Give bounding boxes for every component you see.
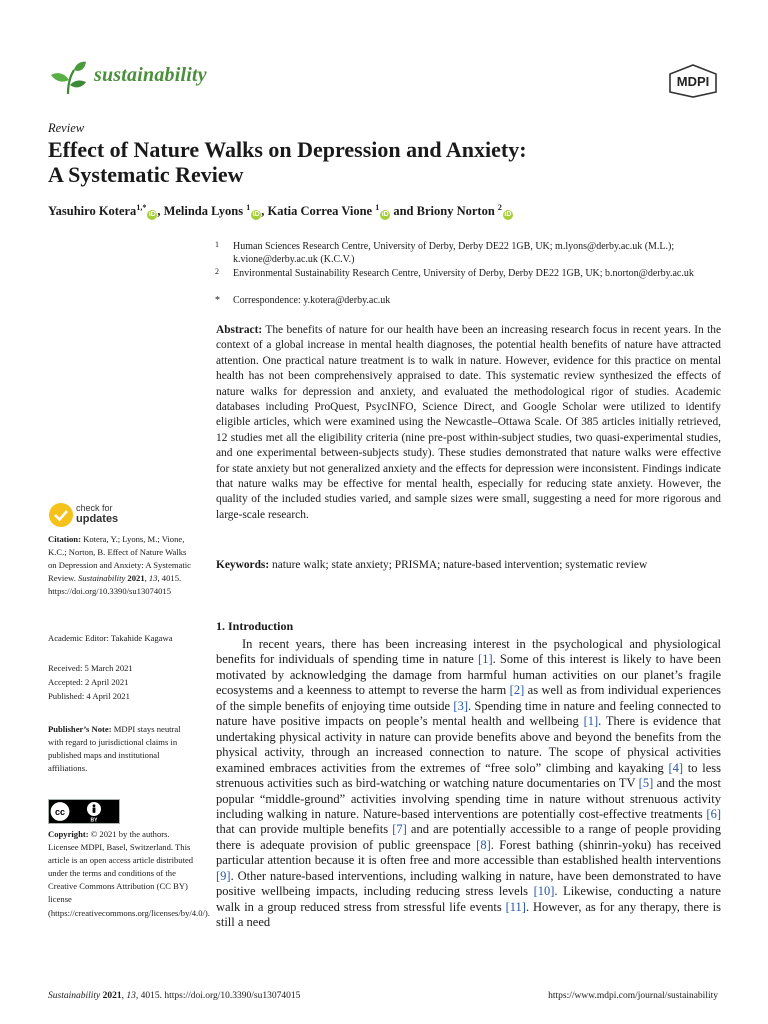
reference-link[interactable]: [1] xyxy=(583,714,599,729)
citation-pages: , 4015. xyxy=(157,573,182,584)
title-line-2: A Systematic Review xyxy=(48,162,244,187)
author-list: Yasuhiro Kotera$^{1,*}$iD , Melinda Lyons $^1$iD , Katia Correa Vione $^1$iD and Briony Norton $^2$iD xyxy=(48,202,512,218)
abstract xyxy=(216,323,721,523)
orcid-icon[interactable]: iD xyxy=(504,211,512,218)
abstract-label: Abstract: xyxy=(216,324,263,336)
mdpi-logo-icon xyxy=(668,64,718,98)
check-for-updates-icon xyxy=(48,502,74,528)
body-text: to less strenuous activities such as bird-watching or watching nature documentaries on TV xyxy=(216,760,721,791)
citation-label: Citation: xyxy=(48,534,81,544)
affiliation-number: 1 xyxy=(215,240,219,249)
publisher-note-label: Publisher’s Note: xyxy=(48,724,112,734)
reference-link[interactable]: [6] xyxy=(706,806,721,821)
citation-text: Kotera, Y.; Lyons, M.; Vione, K.C.; Norton, B. Effect of Nature Walks on Depression and Anxiety: A Systematic Review. xyxy=(48,534,191,584)
citation-volume: 13 xyxy=(148,573,158,584)
academic-editor: Academic Editor: Takahide Kagawa xyxy=(48,633,173,643)
cc-by-license-icon[interactable] xyxy=(48,799,120,824)
citation-journal: Sustainability xyxy=(78,573,126,584)
citation-year: 2021 xyxy=(127,573,145,584)
published-date: Published: 4 April 2021 xyxy=(48,691,130,701)
body-text: and the most popular “middle-ground” activities involving spending time in nature without strenuous activity including walking in nature. Nature-based interventions are potentially cost-effective treatments xyxy=(216,776,721,821)
citation-block: Citation: Kotera, Y.; Lyons, M.; Vione, K.C.; Norton, B. Effect of Nature Walks on Depression and Anxiety: A Systematic Review. Sustainability 2021, 13, 4015. https://doi.org/10.3390/su13074015 xyxy=(48,534,191,597)
body-text: as well as from individual experiences of the simple benefits of enjoying time outside xyxy=(216,683,721,713)
affiliation-2 xyxy=(216,267,726,280)
publisher-name: MDPI xyxy=(676,74,710,89)
author-separator: and xyxy=(393,204,414,218)
orcid-icon[interactable]: iD xyxy=(148,211,156,218)
reference-link[interactable]: [1] xyxy=(478,652,493,667)
body-text: that can provide multiple benefits xyxy=(216,822,393,837)
body-text: . However, as for any therapy, there is still a need xyxy=(216,899,721,930)
article-type: Review xyxy=(48,121,85,135)
footer-volume: 13 xyxy=(126,991,136,1001)
correspondence-text: Correspondence: y.kotera@derby.ac.uk xyxy=(233,295,391,306)
cc-by-label: BY xyxy=(90,817,98,824)
title-line-1: Effect of Nature Walks on Depression and Anxiety: xyxy=(48,137,527,162)
reference-link[interactable]: [7] xyxy=(392,822,407,837)
author-affiliation-mark: 2 xyxy=(497,202,502,212)
reference-link[interactable]: [11] xyxy=(505,899,526,914)
body-text: In recent years, there has been increasing interest in the psychological and physiological benefits for individuals of spending time in nature xyxy=(216,637,721,667)
correspondence xyxy=(216,294,726,307)
intro-paragraph xyxy=(216,637,721,931)
abstract-text: The benefits of nature for our health have been an increasing research focus in recent years. In the context of a global increase in mental health diagnoses, the potential health benefits of nature have attracted attention. One practical nature treatment is to walk in nature. However, evidence for this practice on mental health has not been comprehensively appraised to date. This systematic review synthesized the effects of nature walks for depression and anxiety, and evaluated the methodological rigor of studies. Academic databases including ProQuest, PsycINFO, Science Direct, and Google Scholar were utilized to identify eligible articles, which were examined using the Newcastle–Ottawa Scale. Of 385 articles initially retrieved, 12 studies met all the eligibility criteria (nine pre-post within-subject studies, two quasi-experimental studies, and one experimental between-subjects study). These studies demonstrated that nature walks were effective for state anxiety but not generalized anxiety and the effects for depression were inconsistent. Findings indicate that nature walks may be effective for mental health, especially for reducing state anxiety. However, the quality of the included studies varied, and sample sizes were small, suggesting a need for more rigorous and large-scale research. xyxy=(216,324,721,521)
reference-link[interactable]: [4] xyxy=(668,760,684,775)
footer-doi[interactable]: , 4015. https://doi.org/10.3390/su13074015 xyxy=(135,991,301,1001)
section-heading: 1. Introduction xyxy=(216,619,294,633)
article-title xyxy=(48,137,728,187)
check-for-updates-button[interactable] xyxy=(48,502,168,530)
copyright-text: © 2021 by the authors. Licensee MDPI, Basel, Switzerland. This article is an open access article distributed under the terms and conditions of the Creative Commons Attribution (CC BY) license (https://creativecommons.org/licenses/by/4.0/). xyxy=(48,829,210,918)
footer-journal-url[interactable]: https://www.mdpi.com/journal/sustainability xyxy=(548,991,718,1001)
body-text: . Some of this interest is likely to have been motivated by acknowledging the damage from harmful human activities on our planet’s fragile ecosystems and a keenness to attempt to reverse the harm xyxy=(216,652,721,698)
reference-link[interactable]: [3] xyxy=(453,698,468,713)
svg-text:cc: cc xyxy=(54,807,66,817)
affiliation-1 xyxy=(216,240,726,266)
body-text: . There is evidence that undertaking physical activity in nature can provide benefits above and beyond the benefits from the physical activity, through an increased connection to nature. The scope of physical activities examined embraces activities from the extremes of “free solo” climbing and kayaking xyxy=(216,714,722,775)
reference-link[interactable]: [10] xyxy=(533,884,555,899)
publisher-note-text: MDPI stays neutral with regard to jurisdictional claims in published maps and institutional affiliations. xyxy=(48,724,181,774)
author-affiliation-mark: 1 xyxy=(246,202,251,212)
journal-leaf-logo-icon xyxy=(48,58,88,98)
affiliation-text: Human Sciences Research Centre, University of Derby, Derby DE22 1GB, UK; m.lyons@derby.ac.uk (M.L.); k.vione@derby.ac.uk (K.C.V.) xyxy=(233,241,675,265)
reference-link[interactable]: [5] xyxy=(638,776,654,791)
affiliation-text: Environmental Sustainability Research Centre, University of Derby, Derby DE22 1GB, UK; b.norton@derby.ac.uk xyxy=(233,268,694,279)
author-affiliation-mark: 1,* xyxy=(136,202,147,212)
footer-year: 2021 xyxy=(102,991,122,1001)
keywords xyxy=(216,558,721,573)
body-text: . Other nature-based interventions, including walking in nature, have been demonstrated to have positive wellbeing impacts, including reducing stress levels xyxy=(216,868,721,899)
footer-citation: Sustainability 2021, 13, 4015. https://doi.org/10.3390/su13074015 xyxy=(48,991,301,1001)
accepted-date: Accepted: 2 April 2021 xyxy=(48,677,129,687)
keywords-label: Keywords: xyxy=(216,559,270,571)
author-name[interactable]: Katia Correa Vione xyxy=(267,204,373,218)
author-affiliation-mark: 1 xyxy=(375,202,380,212)
author-name[interactable]: Briony Norton xyxy=(416,204,495,218)
author-name[interactable]: Yasuhiro Kotera xyxy=(48,204,137,218)
orcid-icon[interactable]: iD xyxy=(381,211,389,218)
received-date: Received: 5 March 2021 xyxy=(48,663,133,673)
body-text: . Likewise, conducting a nature walk in a group reduced stress from stressful life events xyxy=(216,884,721,914)
updates-label: updates xyxy=(76,513,119,525)
journal-name: sustainability xyxy=(94,64,207,86)
footer-journal: Sustainability xyxy=(48,991,101,1001)
affiliation-number: 2 xyxy=(215,267,219,276)
check-for-label: check for xyxy=(76,503,113,513)
copyright-label: Copyright: xyxy=(48,829,89,839)
correspondence-mark: * xyxy=(215,295,220,306)
reference-link[interactable]: [8] xyxy=(476,837,491,852)
reference-link[interactable]: [9] xyxy=(216,868,231,883)
citation-doi-link[interactable]: https://doi.org/10.3390/su13074015 xyxy=(48,586,172,597)
publisher-note xyxy=(48,723,196,775)
body-text: . Spending time in nature and feeling connected to nature have positive impacts on people’s mental health and wellbeing xyxy=(216,698,721,729)
body-text: and are potentially accessible to a range of people providing there is adequate provision of public greenspace xyxy=(216,822,721,852)
keywords-text: nature walk; state anxiety; PRISMA; nature-based intervention; systematic review xyxy=(272,559,648,571)
reference-link[interactable]: [2] xyxy=(509,683,525,698)
author-name[interactable]: Melinda Lyons xyxy=(163,204,244,218)
body-text: . Forest bathing (shinrin-yoku) has received particular attention because it is often free and more accessible than established health interventions xyxy=(216,837,721,868)
copyright-notice xyxy=(48,828,210,920)
orcid-icon[interactable]: iD xyxy=(252,211,260,218)
